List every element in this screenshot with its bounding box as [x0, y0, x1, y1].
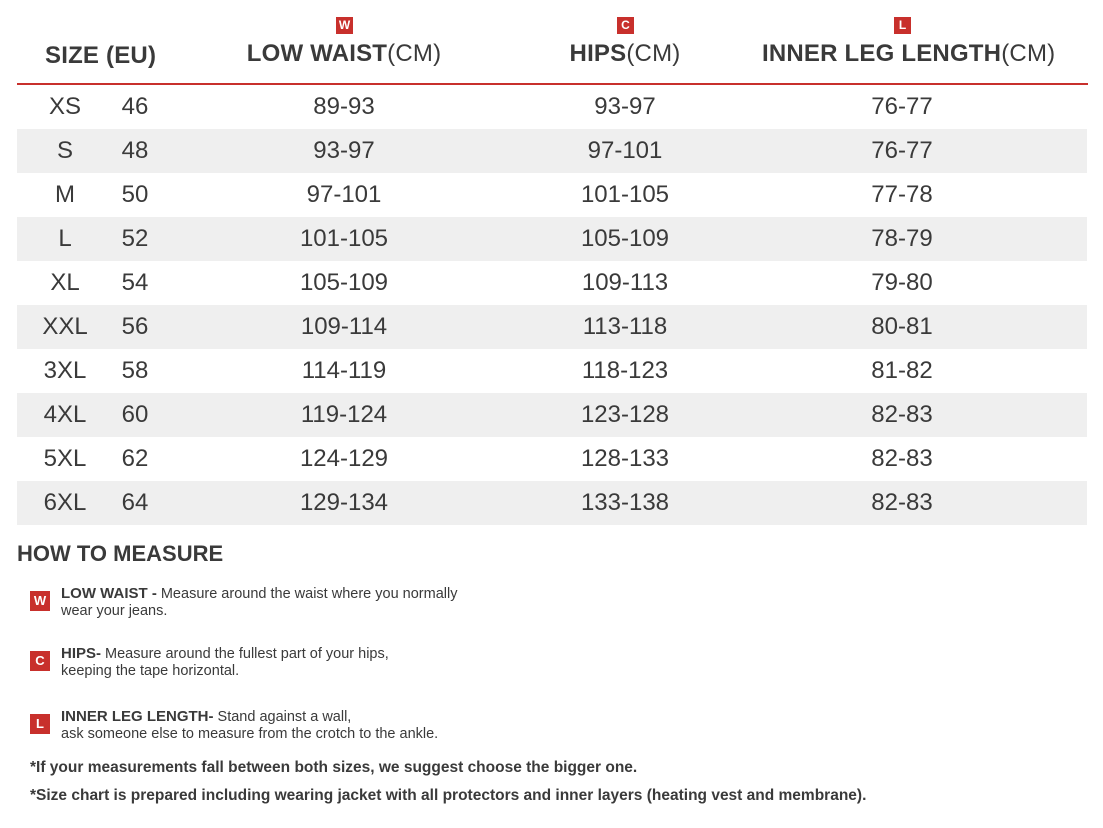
header-size	[17, 0, 217, 84]
eu-cell: 60	[121, 401, 149, 428]
eu-cell: 62	[121, 445, 149, 472]
table-row	[17, 349, 1087, 393]
header-hips-unit: (CM)	[626, 40, 681, 67]
leg-cell: 80-81	[871, 313, 933, 340]
hips-cell: 105-109	[580, 225, 670, 252]
size-cell: L	[58, 225, 72, 252]
leg-cell: 81-82	[871, 357, 933, 384]
leg-cell: 82-83	[871, 401, 933, 428]
header-leg	[762, 0, 1056, 84]
table-row	[17, 217, 1087, 261]
waist-cell: 93-97	[313, 137, 375, 164]
measure-term: HIPS-	[61, 645, 102, 662]
how-to-measure-title: HOW TO MEASURE	[17, 541, 224, 566]
eu-cell: 54	[121, 269, 149, 296]
header-hips	[515, 0, 735, 84]
measure-desc-cont: keeping the tape horizontal.	[61, 663, 240, 679]
waist-cell: 105-109	[299, 269, 389, 296]
hips-cell: 101-105	[580, 181, 670, 208]
table-header	[17, 0, 1087, 84]
waist-cell: 89-93	[313, 93, 375, 120]
table-row	[17, 305, 1087, 349]
size-cell: 3XL	[43, 357, 87, 384]
eu-cell: 50	[121, 181, 149, 208]
size-cell: XS	[48, 93, 81, 120]
hips-badge-icon: C	[617, 17, 634, 34]
note-between-sizes: *If your measurements fall between both sizes, we suggest choose the bigger one.	[30, 759, 638, 776]
note-jacket: *Size chart is prepared including wearing jacket with all protectors and inner layers (heating vest and membrane).	[30, 787, 867, 804]
eu-cell: 56	[121, 313, 149, 340]
table-row	[17, 481, 1087, 525]
table-body	[17, 85, 1087, 525]
table-row	[17, 173, 1087, 217]
measure-term: LOW WAIST -	[61, 585, 157, 602]
size-cell: XXL	[42, 313, 88, 340]
measure-item-hips	[30, 645, 630, 685]
measure-item-waist	[30, 585, 630, 625]
size-cell: XL	[50, 269, 80, 296]
size-cell: 6XL	[43, 489, 87, 516]
hips-cell: 128-133	[580, 445, 670, 472]
header-waist-label: LOW WAIST	[246, 40, 388, 67]
size-cell: M	[55, 181, 75, 208]
hips-cell: 133-138	[580, 489, 670, 516]
hips-badge-icon: C	[30, 651, 50, 671]
measure-term: INNER LEG LENGTH-	[61, 708, 214, 725]
waist-cell: 124-129	[299, 445, 389, 472]
table-row	[17, 85, 1087, 129]
header-size-label: SIZE (EU)	[45, 42, 157, 69]
waist-badge-icon: W	[336, 17, 353, 34]
size-cell: S	[56, 137, 73, 164]
leg-cell: 76-77	[871, 93, 933, 120]
hips-cell: 113-118	[582, 313, 668, 340]
leg-badge-icon: L	[30, 714, 50, 734]
leg-cell: 76-77	[871, 137, 933, 164]
measure-desc: Measure around the waist where you normally	[156, 586, 458, 602]
header-waist	[234, 0, 454, 84]
waist-badge-icon: W	[30, 591, 50, 611]
measure-desc-cont: ask someone else to measure from the crotch to the ankle.	[61, 726, 439, 742]
eu-cell: 52	[121, 225, 149, 252]
hips-cell: 97-101	[587, 137, 663, 164]
table-row	[17, 437, 1087, 481]
measure-desc-cont: wear your jeans.	[61, 603, 168, 619]
waist-cell: 97-101	[306, 181, 382, 208]
size-cell: 4XL	[43, 401, 87, 428]
measure-item-leg	[30, 708, 630, 748]
hips-cell: 109-113	[581, 269, 669, 296]
eu-cell: 64	[121, 489, 149, 516]
waist-cell: 109-114	[300, 313, 388, 340]
header-leg-unit: (CM)	[1001, 40, 1056, 67]
header-hips-label: HIPS	[569, 40, 627, 67]
hips-cell: 118-123	[581, 357, 669, 384]
eu-cell: 48	[121, 137, 149, 164]
table-row	[17, 261, 1087, 305]
measure-desc: Stand against a wall,	[213, 709, 352, 725]
header-leg-label: INNER LEG LENGTH	[762, 40, 1002, 67]
waist-cell: 129-134	[299, 489, 389, 516]
leg-cell: 79-80	[871, 269, 933, 296]
leg-cell: 82-83	[871, 489, 933, 516]
header-waist-unit: (CM)	[387, 40, 442, 67]
waist-cell: 101-105	[299, 225, 389, 252]
waist-cell: 114-119	[301, 357, 387, 384]
leg-cell: 82-83	[871, 445, 933, 472]
leg-cell: 78-79	[871, 225, 933, 252]
table-row	[17, 129, 1087, 173]
waist-cell: 119-124	[300, 401, 388, 428]
hips-cell: 123-128	[580, 401, 670, 428]
leg-cell: 77-78	[871, 181, 933, 208]
measure-desc: Measure around the fullest part of your hips,	[101, 646, 389, 662]
eu-cell: 46	[121, 93, 149, 120]
size-cell: 5XL	[43, 445, 87, 472]
table-row	[17, 393, 1087, 437]
hips-cell: 93-97	[594, 93, 656, 120]
leg-badge-icon: L	[894, 17, 911, 34]
eu-cell: 58	[121, 357, 149, 384]
